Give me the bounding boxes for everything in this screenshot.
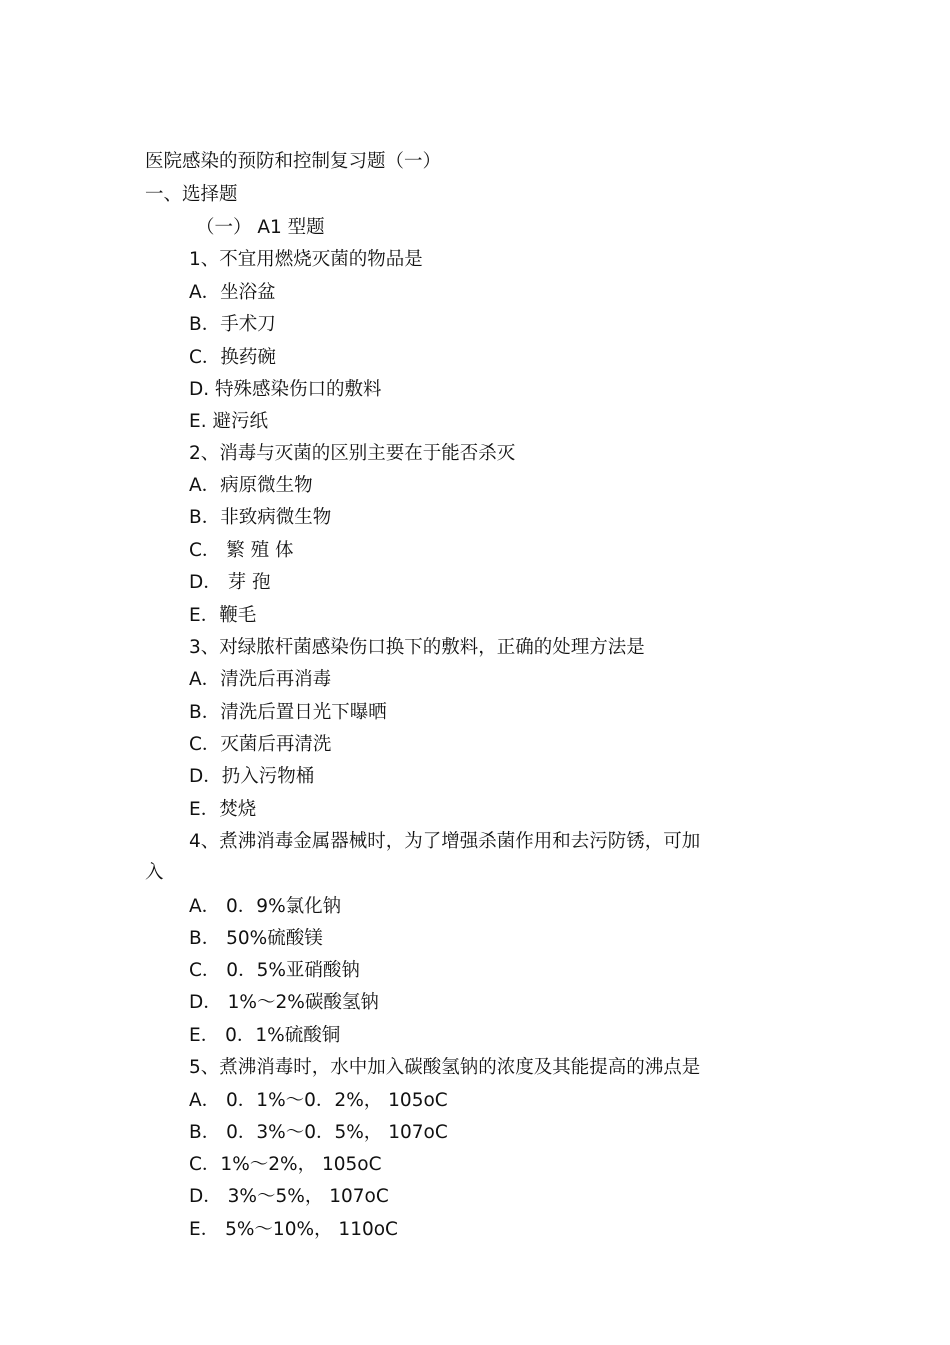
answer-option: D． 芽 孢: [189, 572, 271, 593]
answer-option: D． 1%～2%碳酸氢钠: [189, 992, 379, 1013]
answer-option: D．扔入污物桶: [189, 766, 315, 787]
answer-option: D. 特殊感染伤口的敷料: [189, 379, 382, 400]
question-stem: 1、不宜用燃烧灭菌的物品是: [189, 249, 423, 270]
subsection-heading: （一） A1 型题: [196, 217, 325, 238]
answer-option: A． 0．9%氯化钠: [189, 896, 342, 917]
answer-option: E． 0．1%硫酸铜: [189, 1025, 341, 1046]
answer-option: E．焚烧: [189, 799, 257, 820]
answer-option: B． 50%硫酸镁: [189, 928, 323, 949]
question-stem: 2、消毒与灭菌的区别主要在于能否杀灭: [189, 443, 516, 464]
question-stem: 5、煮沸消毒时，水中加入碳酸氢钠的浓度及其能提高的沸点是: [189, 1057, 701, 1078]
answer-option: A．病原微生物: [189, 475, 313, 496]
answer-option: B．手术刀: [189, 314, 276, 335]
section-heading: 一、选择题: [145, 184, 238, 205]
answer-option: B． 0．3%～0．5%， 107oC: [189, 1122, 448, 1143]
answer-option: D． 3%～5%， 107oC: [189, 1186, 389, 1207]
question-stem: 4、煮沸消毒金属器械时，为了增强杀菌作用和去污防锈，可加: [189, 831, 701, 852]
answer-option: C． 繁 殖 体: [189, 540, 294, 561]
answer-option: B．清洗后置日光下曝晒: [189, 702, 387, 723]
answer-option: E．鞭毛: [189, 605, 257, 626]
answer-option: E． 5%～10%， 110oC: [189, 1219, 398, 1240]
answer-option: C．换药碗: [189, 347, 276, 368]
question-stem: 3、对绿脓杆菌感染伤口换下的敷料，正确的处理方法是: [189, 637, 645, 658]
answer-option: B．非致病微生物: [189, 507, 332, 528]
answer-option: C．灭菌后再清洗: [189, 734, 332, 755]
answer-option: A．坐浴盆: [189, 282, 276, 303]
answer-option: C．1%～2%， 105oC: [189, 1154, 382, 1175]
answer-option: A．清洗后再消毒: [189, 669, 332, 690]
document-title: 医院感染的预防和控制复习题（一）: [145, 151, 442, 172]
answer-option: A． 0．1%～0．2%， 105oC: [189, 1090, 448, 1111]
answer-option: E. 避污纸: [189, 411, 268, 432]
answer-option: C． 0．5%亚硝酸钠: [189, 960, 360, 981]
question-stem-continued: 入: [145, 862, 164, 883]
